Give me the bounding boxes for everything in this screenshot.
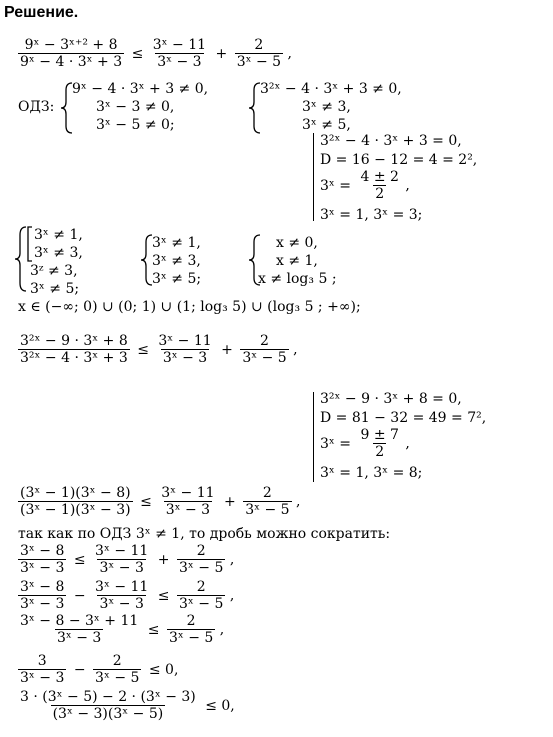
fraction-b (93, 654, 141, 685)
punctuation: , (405, 435, 410, 452)
quadratic-equation: 3²ˣ − 9 · 3ˣ + 8 = 0, (320, 391, 462, 407)
fraction-denominator: (3ˣ − 1)(3ˣ − 3) (20, 502, 131, 518)
fraction-denominator: 3ˣ − 5 (178, 560, 224, 576)
inequality-moved (18, 580, 234, 611)
fraction-numerator: 3ˣ − 11 (161, 485, 215, 501)
inequality-simplified (18, 654, 181, 685)
root-formula (320, 428, 410, 459)
fraction-denominator: 3ˣ − 5 (95, 670, 140, 686)
fraction-numerator: 2 (254, 37, 264, 53)
fraction-numerator: 3 · (3ˣ − 5) − 2 · (3ˣ − 3) (20, 689, 196, 705)
roots: 3ˣ = 1, 3ˣ = 3; (320, 207, 423, 223)
solution-bar (313, 392, 314, 482)
punctuation: , (293, 341, 298, 358)
inequality-rewritten (18, 334, 298, 365)
fraction-numerator: 2 (262, 485, 272, 501)
odz-system-2-row: 3ˣ ≠ 5, (302, 117, 351, 133)
root-fraction (358, 170, 400, 201)
fraction-lhs (18, 38, 124, 69)
fraction-numerator: 2 (112, 653, 122, 669)
fraction-rhs-1 (159, 486, 216, 517)
relation-sign: ≤ (137, 341, 149, 358)
fraction-numerator: 3ˣ − 11 (152, 37, 207, 53)
fraction-lhs (18, 334, 130, 365)
fraction-a (18, 544, 66, 575)
fraction-rhs-2 (235, 38, 283, 69)
fraction-numerator: 9ˣ − 3ˣ⁺² + 8 (24, 37, 118, 53)
fraction-denominator: 3ˣ − 3 (165, 502, 211, 518)
system-c-row: x ≠ log₃ 5 ; (258, 271, 337, 287)
fraction-b (93, 544, 150, 575)
root-lhs: 3ˣ = (320, 177, 352, 194)
relation-sign: ≤ (131, 45, 144, 62)
fraction-denominator: 2 (375, 444, 385, 460)
odz-system-1-row: 3ˣ − 3 ≠ 0, (96, 99, 175, 115)
fraction-denominator: 3ˣ − 3 (162, 350, 208, 366)
inequality-factored (18, 486, 300, 517)
inequality-original (18, 38, 292, 69)
plus-sign: + (221, 341, 233, 358)
fraction-numerator: 2 (196, 579, 206, 595)
discriminant: D = 16 − 12 = 4 = 2², (320, 152, 478, 168)
odz-system-1-row: 9ˣ − 4 · 3ˣ + 3 ≠ 0, (72, 81, 209, 97)
fraction-denominator: 3ˣ − 3 (20, 670, 65, 686)
fraction-numerator: 3 (37, 653, 47, 669)
relation-sign: ≤ 0, (205, 697, 235, 714)
system-b-row: 3ˣ ≠ 1, (152, 235, 201, 251)
fraction-numerator: (3ˣ − 1)(3ˣ − 8) (20, 485, 131, 501)
domain-statement: x ∈ (−∞; 0) ∪ (0; 1) ∪ (1; log₃ 5) ∪ (log₃ 5 ; +∞); (18, 299, 361, 315)
solution-heading: Решение. (4, 4, 79, 21)
fraction-a (18, 580, 66, 611)
punctuation: , (229, 551, 235, 568)
relation-sign: ≤ (147, 621, 160, 638)
root-formula (320, 170, 410, 201)
fraction-numerator: 2 (196, 543, 206, 559)
fraction-a (18, 654, 66, 685)
fraction-c (167, 614, 215, 645)
fraction-rhs-1 (151, 38, 208, 69)
fraction-denominator: 3ˣ − 3 (20, 560, 65, 576)
fraction-denominator: 3ˣ − 5 (242, 350, 287, 366)
fraction-numerator: 2 (186, 613, 196, 629)
fraction-a (18, 690, 198, 721)
fraction-denominator: 3ˣ − 5 (178, 596, 224, 612)
fraction-denominator: 3ˣ − 3 (99, 596, 144, 612)
system-a-row: 3ˣ ≠ 3, (34, 245, 83, 261)
fraction-denominator: 3ˣ − 3 (20, 596, 65, 612)
fraction-denominator: 2 (375, 186, 385, 202)
punctuation: , (219, 621, 225, 638)
fraction-denominator: 3ˣ − 3 (56, 630, 102, 646)
discriminant: D = 81 − 32 = 49 = 7², (320, 410, 487, 426)
minus-sign: − (73, 587, 86, 604)
fraction-c (177, 544, 225, 575)
relation-sign: ≤ (140, 493, 152, 510)
fraction-numerator: 3ˣ − 11 (95, 579, 149, 595)
odz-system-2-row: 3²ˣ − 4 · 3ˣ + 3 ≠ 0, (260, 81, 402, 97)
fraction-rhs-2 (240, 334, 288, 365)
quadratic-equation: 3²ˣ − 4 · 3ˣ + 3 = 0, (320, 133, 462, 149)
fraction-rhs-1 (156, 334, 213, 365)
system-a-row: 3ᶻ ≠ 3, (30, 263, 78, 279)
fraction-numerator: 4 ± 2 (360, 169, 399, 185)
inequality-combined (18, 614, 224, 645)
punctuation: , (296, 493, 301, 510)
system-b-row: 3ˣ ≠ 3, (152, 253, 201, 269)
fraction-denominator: 3ˣ − 5 (168, 630, 214, 646)
fraction-numerator: 3ˣ − 11 (95, 543, 149, 559)
fraction-denominator: 3²ˣ − 4 · 3ˣ + 3 (20, 350, 128, 366)
fraction-a (18, 614, 140, 645)
fraction-denominator: 9ˣ − 4 · 3ˣ + 3 (20, 54, 123, 70)
plus-sign: + (215, 45, 228, 62)
fraction-numerator: 3ˣ − 11 (158, 333, 212, 349)
inequality-common-denominator (18, 690, 238, 721)
fraction-numerator: 3ˣ − 8 − 3ˣ + 11 (20, 613, 139, 629)
solution-bar (313, 133, 314, 221)
plus-sign: + (157, 551, 170, 568)
fraction-denominator: 3ˣ − 3 (99, 560, 144, 576)
cancellation-note: так как по ОДЗ 3ˣ ≠ 1, то дробь можно сократить: (18, 526, 391, 542)
fraction-c (177, 580, 225, 611)
fraction-denominator: 3ˣ − 3 (157, 54, 202, 70)
punctuation: , (229, 587, 235, 604)
fraction-denominator: (3ˣ − 3)(3ˣ − 5) (52, 706, 164, 722)
minus-sign: − (73, 661, 86, 678)
odz-label: ОДЗ: (18, 99, 55, 115)
system-a-row: 3ˣ ≠ 5; (30, 281, 80, 297)
relation-sign: ≤ (157, 587, 170, 604)
fraction-numerator: 3ˣ − 8 (20, 543, 65, 559)
fraction-denominator: 3ˣ − 5 (245, 502, 290, 518)
punctuation: , (405, 177, 410, 194)
fraction-b (93, 580, 150, 611)
inequality-reduced (18, 544, 234, 575)
fraction-rhs-2 (243, 486, 291, 517)
punctuation: , (287, 45, 292, 62)
plus-sign: + (224, 493, 236, 510)
relation-sign: ≤ 0, (148, 661, 179, 678)
system-a-row: 3ˣ ≠ 1, (34, 227, 83, 243)
odz-system-2-row: 3ˣ ≠ 3, (302, 99, 351, 115)
roots: 3ˣ = 1, 3ˣ = 8; (320, 465, 423, 481)
system-c-row: x ≠ 0, (276, 235, 318, 251)
root-lhs: 3ˣ = (320, 435, 352, 452)
left-bracket-icon (26, 226, 34, 262)
system-b-row: 3ˣ ≠ 5; (152, 271, 202, 287)
root-fraction (358, 428, 400, 459)
fraction-numerator: 3ˣ − 8 (20, 579, 65, 595)
relation-sign: ≤ (73, 551, 86, 568)
fraction-lhs (18, 486, 133, 517)
fraction-numerator: 2 (260, 333, 269, 349)
system-c-row: x ≠ 1, (276, 253, 318, 269)
odz-system-1-row: 3ˣ − 5 ≠ 0; (96, 117, 175, 133)
fraction-denominator: 3ˣ − 5 (236, 54, 282, 70)
fraction-numerator: 3²ˣ − 9 · 3ˣ + 8 (20, 333, 128, 349)
fraction-numerator: 9 ± 7 (360, 427, 399, 443)
